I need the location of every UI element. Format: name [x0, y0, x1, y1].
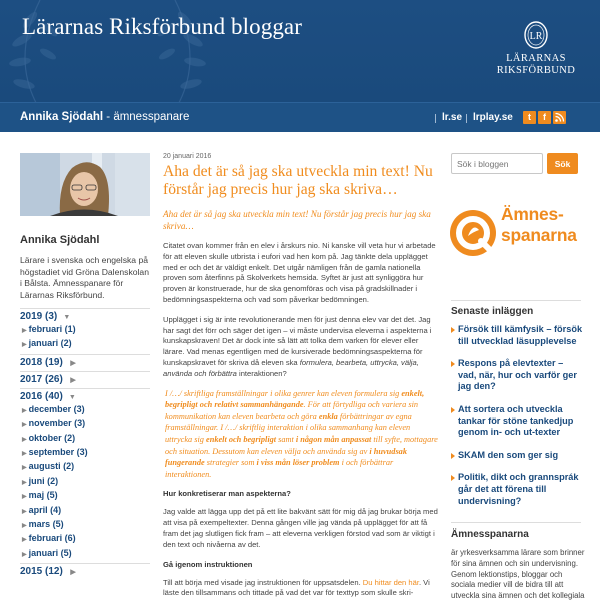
recent-post-link[interactable]: Politik, dikt och grannsprák går det att förena till undervisning? — [451, 472, 583, 507]
post-date: 20 januari 2016 — [163, 153, 212, 160]
recent-post-link[interactable]: Försök till kämfysik – försök till utvecklad läsupplevelse — [451, 324, 583, 347]
archive-year-2018[interactable]: 2018 (19) ▶ — [20, 354, 150, 369]
archive-month[interactable]: ▶ maj (5) — [22, 490, 58, 501]
author-photo — [20, 153, 150, 216]
brand-logo[interactable] — [490, 20, 582, 77]
author-bar — [0, 102, 600, 132]
amnesspanarna-badge[interactable] — [448, 194, 584, 282]
author-bio: Lärare i svenska och engelska på högstadiet vid Gröna Dalenskolan i Bålsta. Ämnesspanare för Lärarnas Riksförbund. — [20, 255, 149, 300]
divider — [451, 300, 581, 301]
search-button[interactable]: Sök — [547, 153, 578, 174]
search-input[interactable] — [451, 153, 543, 174]
archive-month[interactable]: ▶ augusti (2) — [22, 461, 75, 472]
post-paragraph: Citatet ovan kommer från en elev i årskurs nio. Ni kanske vill veta hur vi arbetade för att eleven skulle utbrista i eufori vad hen kom på. Jag tänkte dela upplägget med er och det är väldigt enkelt. Det utgår nämligen från de gamla nationella proven som återfinns på Skolverkets hemsida. Syftet är just att synliggöra hur proven är konstruerade, hur de ska genomföras och visa på gradskillnader i bedömningsaspekterna och vad som påverkar bedömningen. — [163, 241, 436, 304]
link-lr-se[interactable]: lr.se — [442, 112, 463, 123]
link-lrplay-se[interactable]: lrplay.se — [473, 112, 513, 123]
archive-year-2017[interactable]: 2017 (26) ▶ — [20, 371, 150, 386]
recent-post-link[interactable]: Att sortera och utveckla tankar för stöne tankedjup genom in- och ut-texter — [451, 404, 583, 439]
archive-month[interactable]: ▶ januari (2) — [22, 338, 72, 349]
blog-post — [163, 153, 438, 599]
post-subheading: Hur konkretiserar man aspekterna? — [163, 489, 291, 499]
archive-month[interactable]: ▶ februari (1) — [22, 324, 76, 334]
post-paragraph: Jag valde att lägga upp det på ett lite bakvänt sätt för mig då jag brukar börja med att visa på exempeltexter. Denna gången ville jag vända på upplägget för att få fram det jag slutligen fick fram – att eleverna verkligen förstod vad som är viktigt i den text och nivåerna av det. — [163, 507, 438, 549]
blog-archive — [20, 306, 150, 578]
archive-month[interactable]: ▶ april (4) — [22, 504, 62, 515]
archive-year-2016[interactable]: 2016 (40) ▼ — [20, 388, 150, 403]
recent-post-link[interactable]: SKAM den som ger sig — [451, 450, 583, 462]
post-lead: Aha det är så jag ska utveckla min text! Nu förstår jag precis hur jag ska skriva… — [163, 209, 431, 231]
archive-month[interactable]: ▶ oktober (2) — [22, 432, 76, 443]
post-paragraph: Till att börja med visade jag instruktionen för uppsatsdelen. Du hittar den här. Vi läste den tillsammans och tittade på vad det var för texttyp som skulle skri- — [163, 577, 430, 598]
about-heading: Ämnesspanarna — [451, 529, 529, 540]
instruction-link[interactable]: Du hittar den här — [362, 577, 419, 587]
twitter-icon[interactable]: t — [523, 111, 536, 124]
rss-icon[interactable] — [553, 111, 566, 124]
archive-year-2019[interactable]: 2019 (3) ▼ — [20, 308, 150, 323]
post-paragraph: Upplägget i sig är inte revolutionerande men för just denna elev var det det. Jag har sagt det förr och säger det igen – vi måste undervisa eleverna i aspekterna i kunskapskraven! Det är dock inte så lätt att tolka dem varken för elever eller lärare. Vad menas egentligen med de kursiverade bedömningsaspekterna för kunskapskravet för skriva då eleven ska formulera, bearbeta, uttrycka, välja, använda och förbättra interaktionen? — [163, 314, 432, 378]
author-bar-role: ämnesspanare — [113, 111, 190, 123]
author-heading: Annika Sjödahl — [20, 234, 100, 246]
divider — [451, 522, 581, 523]
recent-posts-heading: Senaste inläggen — [451, 306, 534, 317]
post-subheading: Gå igenom instruktionen — [163, 559, 253, 569]
site-title[interactable]: Lärarnas Riksförbund bloggar — [22, 14, 303, 39]
archive-month[interactable]: ▶ december (3) — [22, 403, 85, 414]
archive-month[interactable]: ▶ februari (6) — [22, 533, 76, 544]
post-quote: I /…/ skriftliga framställningar i olika genrer kan eleven formulera sig enkelt, begripligt och relativt sammanhängande. För att förtydliga och variera sin kommunikation kan eleven bearbeta och göra enkla förbättringar av egna framställningar. I /…/ skriftlig interaktion i olika sammanhang kan eleven uttrycka sig enkelt och begripligt samt i någon mån anpassat till syfte, mottagare och situation. Dessutom kan eleven välja och använda sig av i huvudsak fungerande strategier som i viss mån löser problem i och förbättrar interaktionen. — [165, 388, 438, 479]
brand-seal-letters: LR — [529, 31, 543, 42]
archive-month[interactable]: ▶ juni (2) — [22, 475, 59, 486]
author-bar-separator: - — [103, 111, 114, 123]
recent-posts-list — [451, 324, 583, 518]
archive-month[interactable]: ▶ januari (5) — [22, 547, 72, 558]
author-bar-name[interactable]: Annika Sjödahl — [20, 111, 104, 123]
recent-post-link[interactable]: Respons på elevtexter – vad, när, hur och varför ger jag den? — [451, 358, 583, 393]
archive-month[interactable]: ▶ mars (5) — [22, 519, 64, 530]
post-title[interactable]: Aha det är så jag ska utveckla min text! Nu förstår jag precis hur jag ska skriva… — [163, 163, 433, 198]
badge-text: Ämnes- spanarna — [501, 204, 577, 245]
facebook-icon[interactable]: f — [538, 111, 551, 124]
amnesspanarna-logo-icon — [448, 208, 498, 258]
archive-year-2015[interactable]: 2015 (12) ▶ — [20, 563, 150, 578]
author-bar-text — [20, 111, 189, 123]
about-text: är yrkesverksamma lärare som brinner för sina ämnen och sin undervisning. Genom lektionstips, bloggar och sociala medier vill de bidra till att utveckla sina ämnen och det kollegiala — [451, 548, 585, 600]
archive-month[interactable]: ▶ september (3) — [22, 447, 88, 458]
brand-name: LÄRARNAS RIKSFÖRBUND — [496, 53, 576, 76]
site-header — [0, 0, 600, 102]
brand-seal-icon — [523, 20, 549, 50]
archive-month[interactable]: ▶ november (3) — [22, 418, 86, 429]
